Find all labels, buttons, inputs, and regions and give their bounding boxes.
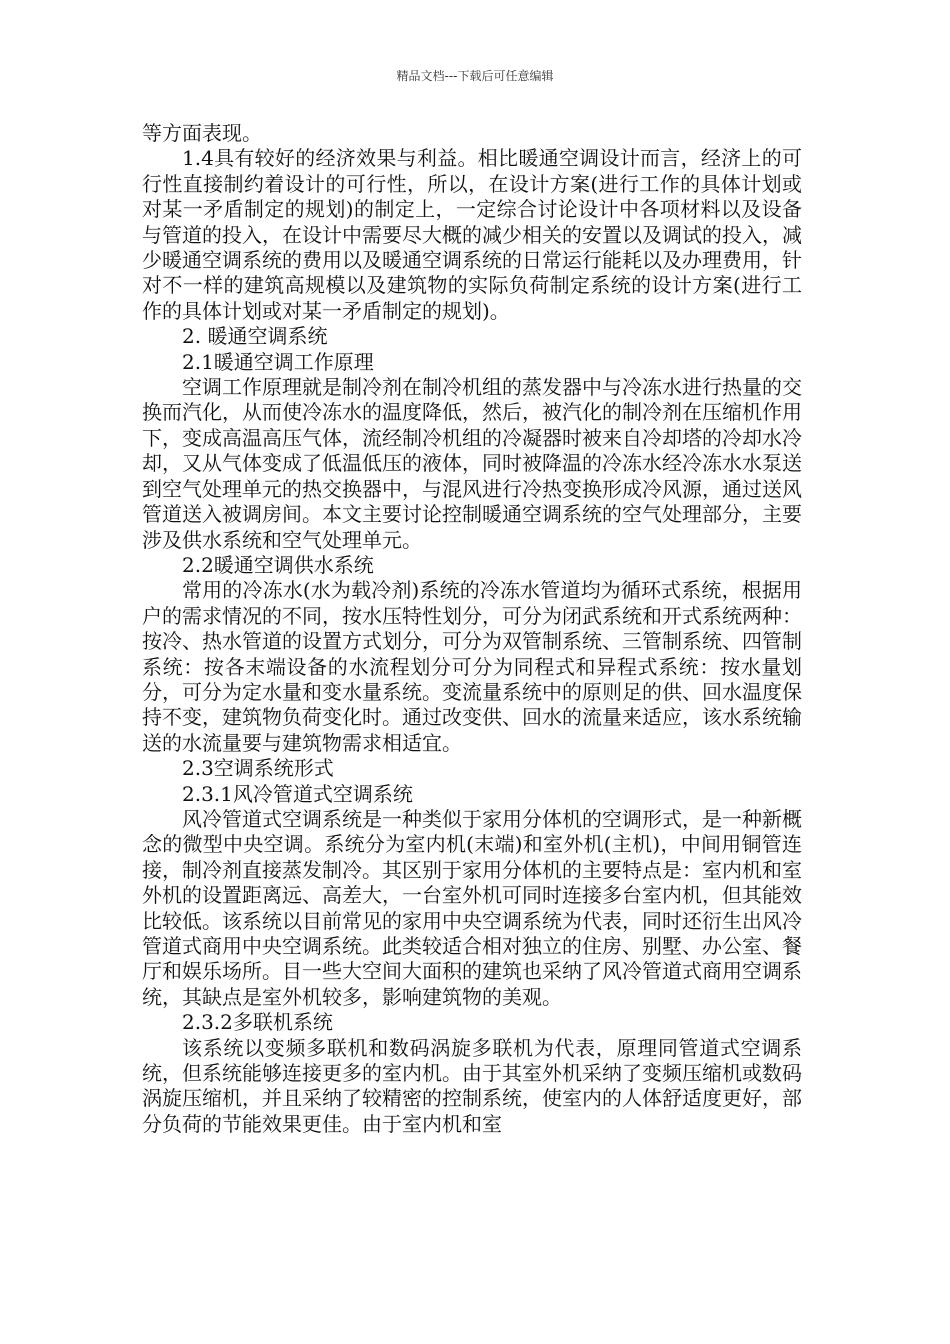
page-header: 精品文档---下载后可任意编辑 [396, 69, 554, 83]
paragraph-economic-benefit: 1.4具有较好的经济效果与利益。相比暖通空调设计而言，经济上的可行性直接制约着设计的可行性，所以，在设计方案(进行工作的具体计划或对某一矛盾制定的规划)的制定上，一定综合讨论设计中各项材料以及设备与管道的投入，在设计中需要尽大概的减少相关的安置以及调试的投入，减少暖通空调系统的费用以及暖通空调系统的日常运行能耗以及办理费用，针对不一样的建筑高规模以及建筑物的实际负荷制定系统的设计方案(进行工作的具体计划或对某一矛盾制定的规划)。 [142, 146, 802, 323]
document-body [142, 121, 802, 1137]
heading-working-principle: 2.1暖通空调工作原理 [182, 349, 374, 374]
paragraph-continuation: 等方面表现。 [142, 121, 262, 145]
paragraph-multi-split: 该系统以变频多联机和数码涡旋多联机为代表，原理同管道式空调系统，但系统能够连接更多的室内机。由于其室外机采纳了变频压缩机或数码涡旋压缩机，并且采纳了较精密的控制系统，使室内的人体舒适度更好，部分负荷的节能效果更佳。由于室内机和室 [142, 1035, 802, 1136]
heading-multi-split: 2.3.2多联机系统 [182, 1010, 333, 1035]
paragraph-water-supply: 常用的冷冻水(水为载冷剂)系统的冷冻水管道均为循环式系统，根据用户的需求情况的不同，按水压特性划分，可分为闭武系统和开式系统两种：按冷、热水管道的设置方式划分，可分为双管制系统、三管制系统、四管制系统：按各末端设备的水流程划分可分为同程式和异程式系统：按水量划分，可分为定水量和变水量系统。变流量系统中的原则足的供、回水温度保持不变，建筑物负荷变化时。通过改变供、回水的流量来适应，该水系统输送的水流量要与建筑物需求相适宜。 [142, 578, 802, 755]
heading-air-cooled-duct: 2.3.1风冷管道式空调系统 [182, 781, 413, 806]
heading-water-supply: 2.2暖通空调供水系统 [182, 552, 374, 577]
heading-system-forms: 2.3空调系统形式 [182, 756, 334, 781]
heading-hvac-system: 2. 暖通空调系统 [182, 324, 328, 349]
paragraph-working-principle: 空调工作原理就是制冷剂在制冷机组的蒸发器中与冷冻水进行热量的交换而汽化，从而使冷冻水的温度降低，然后，被汽化的制冷剂在压缩机作用下，变成高温高压气体，流经制冷机组的冷凝器时被来自冷却塔的冷却水冷却，又从气体变成了低温低压的液体，同时被降温的冷冻水经冷冻水水泵送到空气处理单元的热交换器中，与混风进行冷热变换形成冷风源，通过送风管道送入被调房间。本文主要讨论控制暖通空调系统的空气处理部分，主要涉及供水系统和空气处理单元。 [142, 375, 802, 552]
paragraph-air-cooled-duct: 风冷管道式空调系统是一种类似于家用分体机的空调形式，是一种新概念的微型中央空调。系统分为室内机(末端)和室外机(主机)，中间用铜管连接，制冷剂直接蒸发制冷。其区别于家用分体机的主要特点是：室内机和室外机的设置距离远、高差大，一台室外机可同时连接多台室内机，但其能效比较低。该系统以目前常见的家用中央空调系统为代表，同时还衍生出风冷管道式商用中央空调系统。此类较适合相对独立的住房、别墅、办公室、餐厅和娱乐场所。目一些大空间大面积的建筑也采纳了风冷管道式商用空调系统，其缺点是室外机较多，影响建筑物的美观。 [142, 806, 802, 1009]
